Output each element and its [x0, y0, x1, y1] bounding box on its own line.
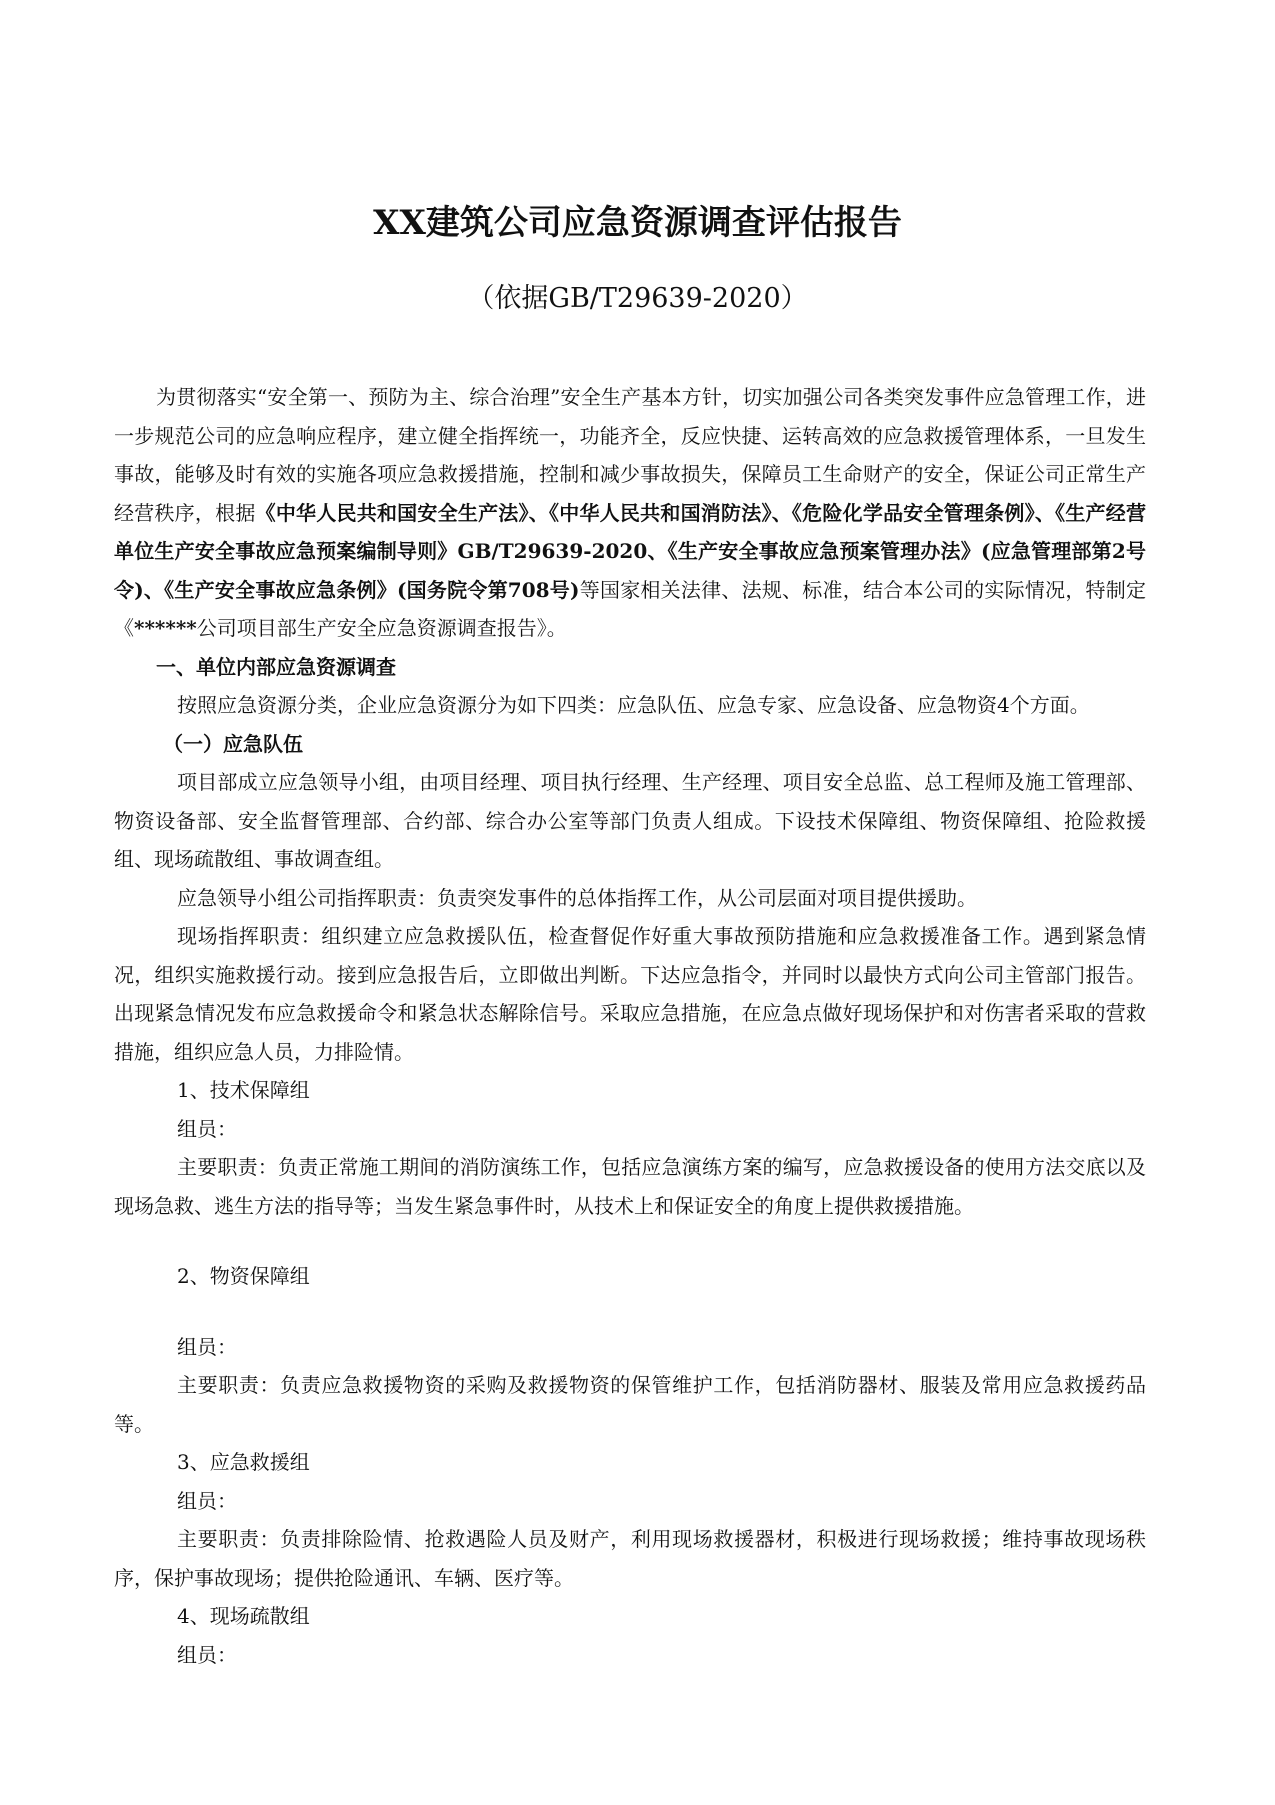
- section-heading: 一、单位内部应急资源调查: [156, 654, 396, 679]
- paragraph: 项目部成立应急领导小组，由项目经理、项目执行经理、生产经理、项目安全总监、总工程师及施工管理部、物资设备部、安全监督管理部、合约部、综合办公室等部门负责人组成。下设技术保障组、物资保障组、抢险救援组、现场疏散组、事故调查组。: [114, 770, 1146, 871]
- intro-text: 为贯彻落实“安全第一、预防为主、综合治理”安全生产基本方针，切实加强公司各类突发事件应急管理工作，进一步规范公司的应急响应程序，建立健全指挥统一，功能齐全，反应快捷、运转高效的应急救援管理体系，一旦发生事故，能够及时有效的实施各项应急救援措施，控制和减少事故损失，保障员工生命财产的安全，保证公司正常生产经营秩序，根据: [114, 385, 1146, 525]
- document-subtitle: （依据GB/T29639-2020）: [467, 283, 808, 314]
- intro-text: 等国家相关法律、法规、标准，结合本公司的实际情况，特制定《: [114, 577, 1147, 640]
- group-name: 1、技术保障组: [177, 1078, 310, 1102]
- group-members: 组员：: [177, 1488, 237, 1513]
- group-members: 组员：: [177, 1116, 237, 1141]
- group-name: 3、应急救援组: [177, 1450, 310, 1474]
- group-duty: 主要职责：负责应急救援物资的采购及救援物资的保管维护工作，包括消防器材、服装及常用应急救援药品等。: [114, 1373, 1146, 1436]
- group-name: 2、物资保障组: [177, 1264, 310, 1288]
- group-name: 4、现场疏散组: [177, 1604, 310, 1628]
- document-body: [114, 378, 1146, 1674]
- intro-text: 公司项目部生产安全应急资源调查报告》。: [196, 616, 567, 640]
- group-members: 组员：: [177, 1334, 237, 1359]
- paragraph: 现场指挥职责：组织建立应急救援队伍，检查督促作好重大事故预防措施和应急救援准备工作。遇到紧急情况，组织实施救援行动。接到应急报告后，立即做出判断。下达应急指令，并同时以最快方式向公司主管部门报告。出现紧急情况发布应急救援命令和紧急状态解除信号。采取应急措施，在应急点做好现场保护和对伤害者采取的营救措施，组织应急人员，力排险情。: [114, 924, 1146, 1064]
- paragraph: 应急领导小组公司指挥职责：负责突发事件的总体指挥工作，从公司层面对项目提供援助。: [177, 885, 977, 910]
- group-duty: 主要职责：负责正常施工期间的消防演练工作，包括应急演练方案的编写，应急救援设备的使用方法交底以及现场急救、逃生方法的指导等；当发生紧急事件时，从技术上和保证安全的角度上提供救援措施。: [114, 1155, 1146, 1218]
- document-title: XX建筑公司应急资源调查评估报告: [373, 203, 902, 243]
- intro-paragraph: [114, 378, 1146, 648]
- paragraph: 按照应急资源分类，企业应急资源分为如下四类：应急队伍、应急专家、应急设备、应急物资4个方面。: [177, 693, 1090, 717]
- group-duty: 主要职责：负责排除险情、抢救遇险人员及财产，利用现场救援器材，积极进行现场救援；维持事故现场秩序，保护事故现场；提供抢险通讯、车辆、医疗等。: [114, 1527, 1146, 1590]
- intro-company-mask: ******: [134, 616, 197, 640]
- intro-laws: 《中华人民共和国安全生产法》、《中华人民共和国消防法》、《危险化学品安全管理条例》、《生产经营单位生产安全事故应急预案编制导则》GB/T29639-2020、《生产安全事故应急预案管理办法》(应急管理部第2号令)、《生产安全事故应急条例》(国务院令第708号): [114, 500, 1147, 602]
- subsection-heading: （一）应急队伍: [163, 731, 303, 756]
- group-members: 组员：: [177, 1642, 237, 1667]
